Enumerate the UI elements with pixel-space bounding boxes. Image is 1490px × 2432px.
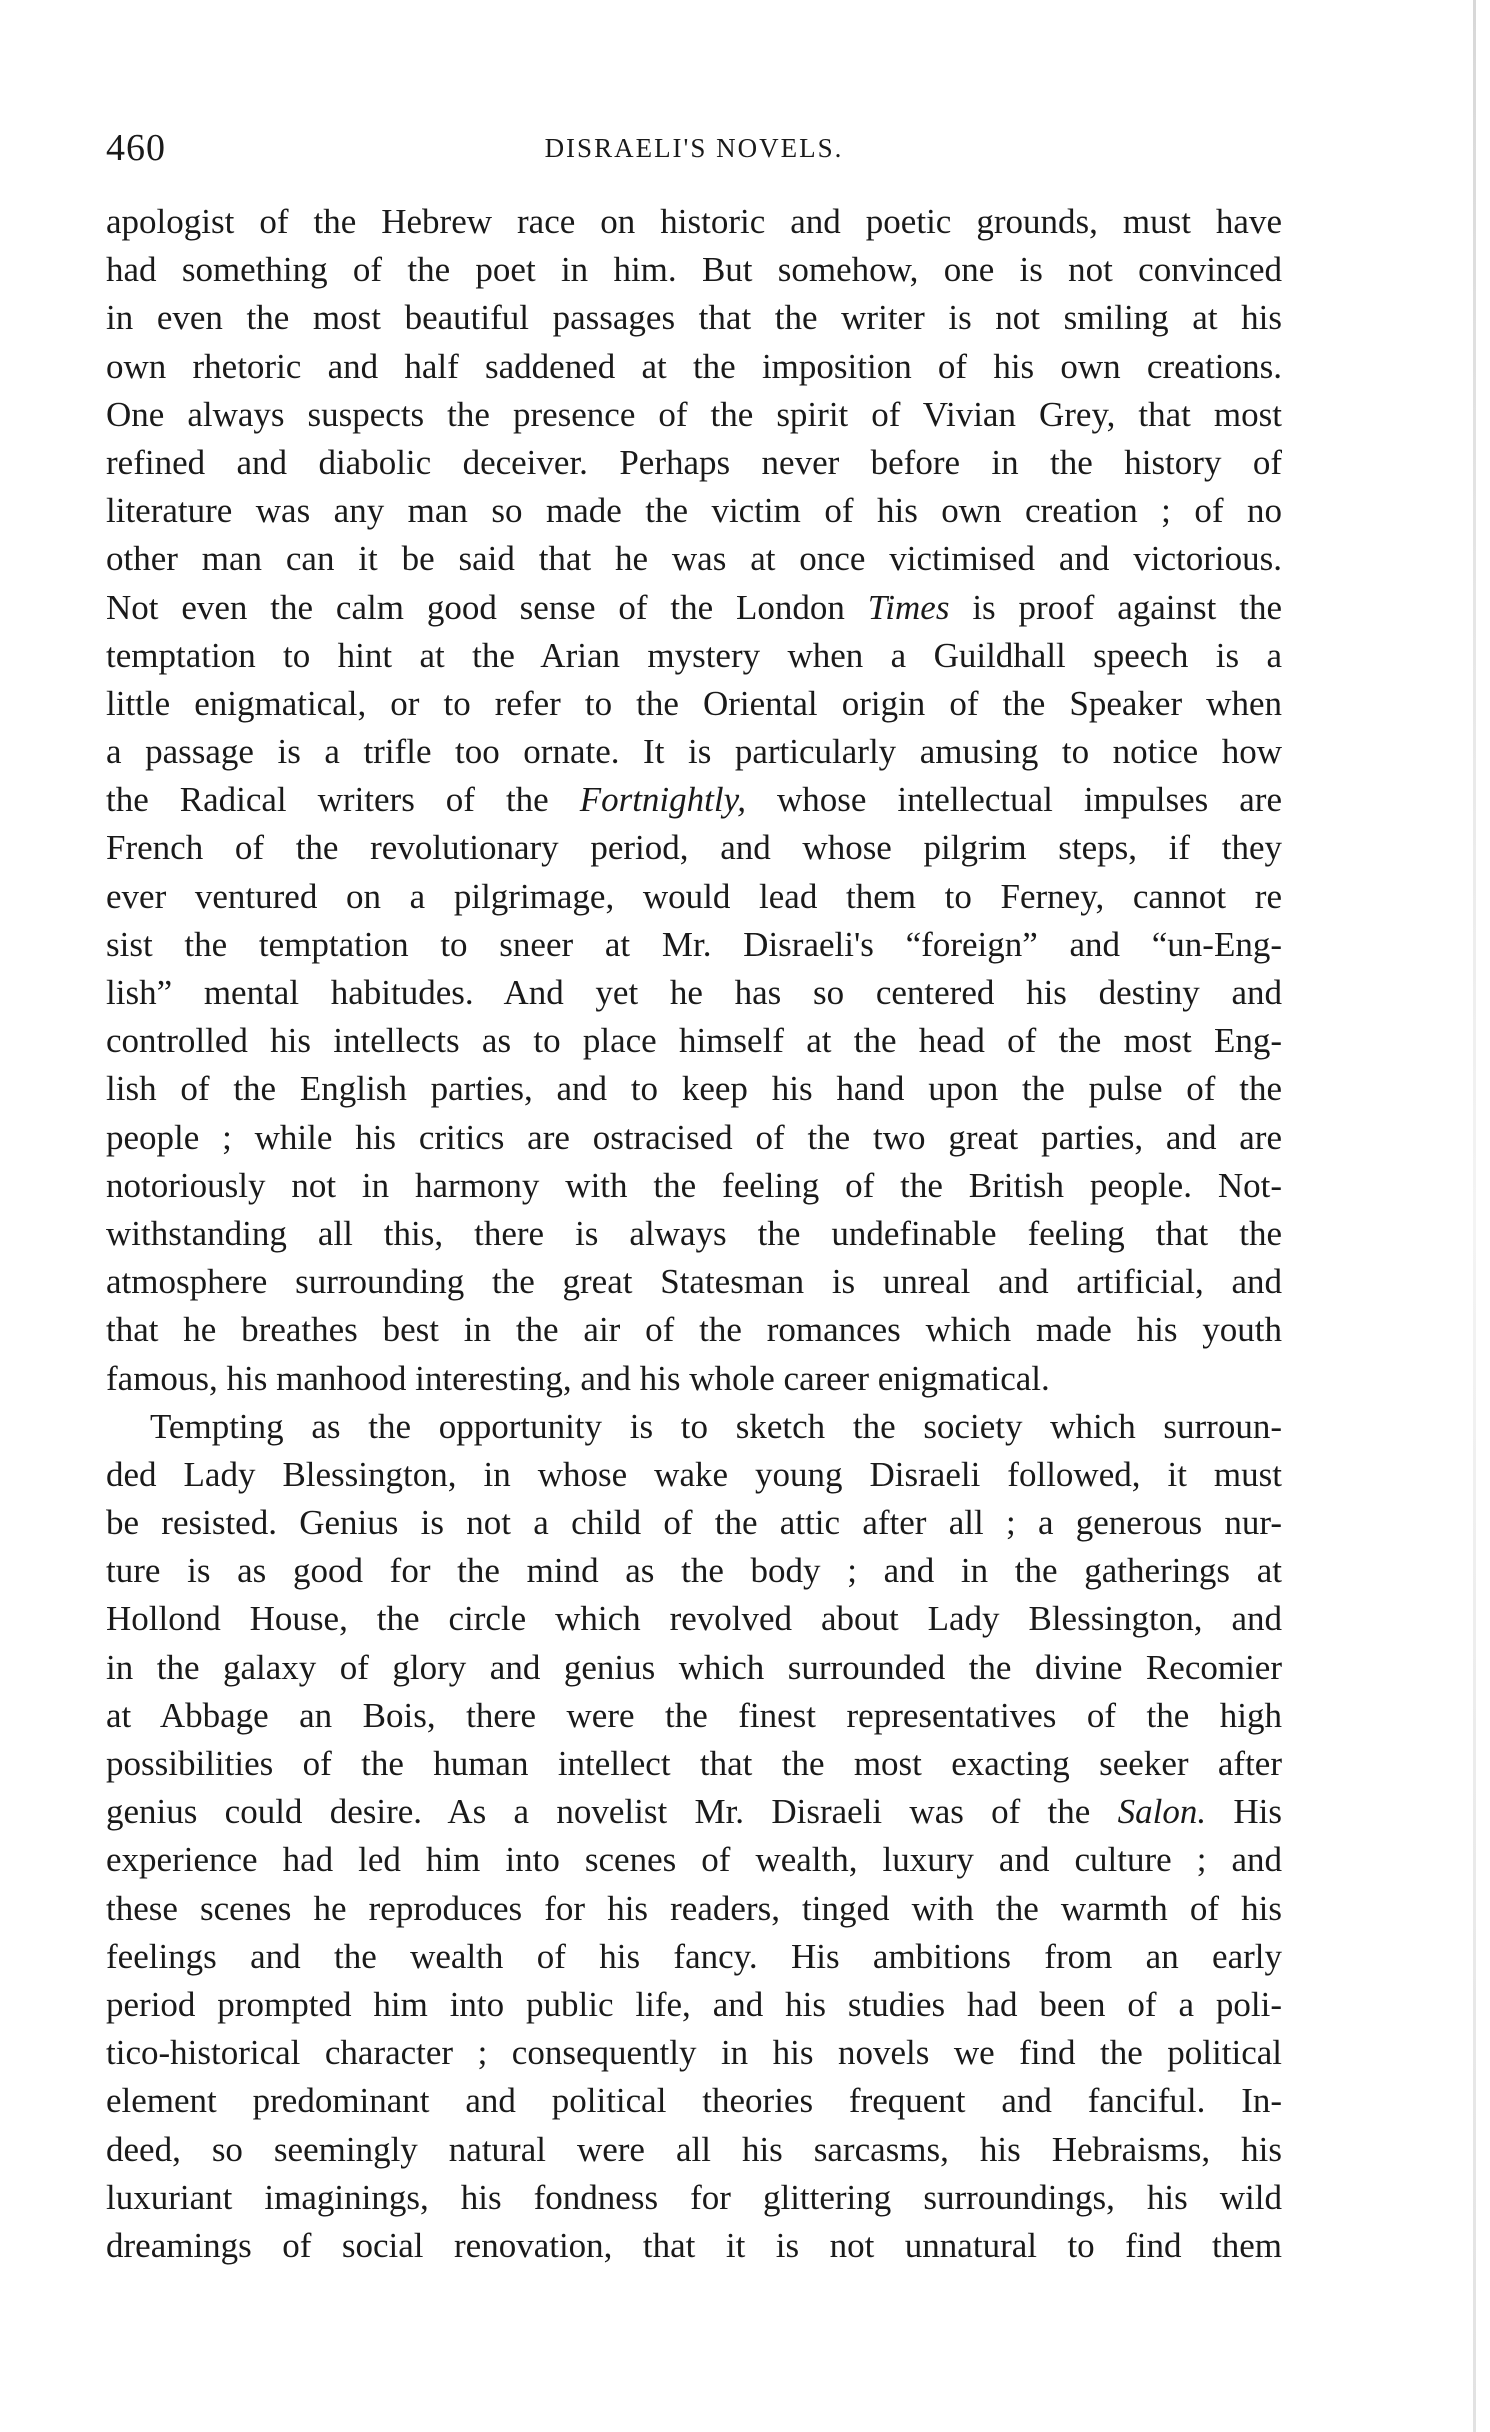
text-line <box>106 1885 1282 1933</box>
text-line <box>106 1403 1282 1451</box>
text-segment: in the galaxy of glory and genius which surrounded the divine Recomier <box>106 1647 1282 1687</box>
text-segment: ever ventured on a pilgrimage, would lead them to Ferney, cannot re <box>106 876 1282 916</box>
text-segment: feelings and the wealth of his fancy. His ambitions from an early <box>106 1936 1282 1976</box>
text-segment: temptation to hint at the Arian mystery when a Guildhall speech is a <box>106 635 1282 675</box>
text-line <box>106 1692 1282 1740</box>
text-segment: genius could desire. As a novelist Mr. Disraeli was of the <box>106 1792 1118 1832</box>
text-segment: sist the temptation to sneer at Mr. Disraeli's “foreign” and “un-Eng- <box>106 924 1282 964</box>
text-segment: Not even the calm good sense of the London <box>106 587 868 627</box>
text-segment: lish” mental habitudes. And yet he has so centered his destiny and <box>106 973 1282 1012</box>
text-line <box>106 391 1282 439</box>
text-line <box>106 1836 1282 1884</box>
text-segment: controlled his intellects as to place himself at the head of the most Eng- <box>106 1021 1282 1061</box>
text-line <box>106 2077 1282 2125</box>
text-line <box>106 1547 1282 1595</box>
text-line <box>106 1017 1282 1065</box>
text-line <box>106 680 1282 728</box>
text-line <box>106 1162 1282 1210</box>
text-segment: is proof against the <box>949 587 1282 627</box>
text-line <box>106 824 1282 872</box>
text-line <box>106 1065 1282 1113</box>
text-line <box>106 535 1282 583</box>
text-segment: at Abbage an Bois, there were the finest representatives of the high <box>106 1695 1282 1735</box>
text-line <box>106 1595 1282 1643</box>
text-line <box>106 1355 1282 1403</box>
text-line <box>106 1644 1282 1692</box>
text-line <box>106 1258 1282 1306</box>
page-edge-shadow <box>1473 0 1476 2432</box>
text-segment: that he breathes best in the air of the romances which made his youth <box>106 1310 1282 1350</box>
text-line <box>106 1306 1282 1354</box>
text-segment: whose intellectual impulses are <box>745 780 1282 820</box>
text-line <box>106 873 1282 921</box>
text-segment: ded Lady Blessington, in whose wake young Disraeli followed, it must <box>106 1454 1282 1494</box>
text-segment: the Radical writers of the <box>106 780 580 820</box>
text-line <box>106 584 1282 632</box>
page-number: 460 <box>106 127 166 169</box>
italic-text: Salon. <box>1117 1792 1207 1832</box>
text-segment: tico-historical character ; consequently in his novels we find the political <box>106 2033 1282 2073</box>
text-segment: His <box>1206 1792 1282 1832</box>
text-line <box>106 1210 1282 1258</box>
text-segment: be resisted. Genius is not a child of the attic after all ; a generous nur- <box>106 1503 1282 1543</box>
text-line <box>106 969 1282 1017</box>
running-title: DISRAELI'S NOVELS. <box>544 133 844 163</box>
text-segment: people ; while his critics are ostracised of the two great parties, and are <box>106 1117 1282 1157</box>
text-line <box>106 1981 1282 2029</box>
text-segment: possibilities of the human intellect that the most exacting seeker after <box>106 1744 1282 1783</box>
text-segment: Hollond House, the circle which revolved about Lady Blessington, and <box>106 1599 1282 1639</box>
text-line <box>106 2222 1282 2270</box>
text-line <box>106 487 1282 535</box>
text-line <box>106 1114 1282 1162</box>
text-segment: a passage is a trifle too ornate. It is particularly amusing to notice how <box>106 732 1282 772</box>
text-segment: Tempting as the opportunity is to sketch the society which surroun- <box>150 1406 1282 1446</box>
text-segment: period prompted him into public life, and his studies had been of a poli- <box>106 1984 1282 2024</box>
text-line <box>106 343 1282 391</box>
text-line <box>106 921 1282 969</box>
text-line <box>106 2029 1282 2077</box>
text-segment: ture is as good for the mind as the body ; and in the gatherings at <box>106 1551 1282 1591</box>
text-segment: had something of the poet in him. But somehow, one is not convinced <box>106 250 1282 290</box>
text-segment: these scenes he reproduces for his readers, tinged with the warmth of his <box>106 1888 1282 1928</box>
text-segment: luxuriant imaginings, his fondness for glittering surroundings, his wild <box>106 2177 1282 2217</box>
text-segment: in even the most beautiful passages that the writer is not smiling at his <box>106 298 1282 338</box>
text-segment: apologist of the Hebrew race on historic and poetic grounds, must have <box>106 202 1282 241</box>
running-head <box>106 120 1282 176</box>
text-segment: own rhetoric and half saddened at the imposition of his own creations. <box>106 346 1282 386</box>
text-line <box>106 1740 1282 1788</box>
text-segment: other man can it be said that he was at once victimised and victorious. <box>106 539 1282 579</box>
text-segment: refined and diabolic deceiver. Perhaps never before in the history of <box>106 442 1282 482</box>
text-line <box>106 294 1282 342</box>
text-segment: French of the revolutionary period, and whose pilgrim steps, if they <box>106 828 1282 868</box>
text-line <box>106 2126 1282 2174</box>
text-line <box>106 439 1282 487</box>
text-line <box>106 198 1282 246</box>
text-segment: famous, his manhood interesting, and his whole career enigmatical. <box>106 1358 1050 1398</box>
text-line <box>106 1499 1282 1547</box>
body-text <box>106 198 1282 2270</box>
italic-text: Fortnightly, <box>579 780 746 820</box>
text-segment: dreamings of social renovation, that it is not unnatural to find them <box>106 2225 1282 2265</box>
text-segment: literature was any man so made the victim of his own creation ; of no <box>106 491 1282 531</box>
text-segment: lish of the English parties, and to keep his hand upon the pulse of the <box>106 1069 1282 1109</box>
text-line <box>106 728 1282 776</box>
text-segment: One always suspects the presence of the spirit of Vivian Grey, that most <box>106 394 1282 434</box>
text-line <box>106 2174 1282 2222</box>
text-segment: element predominant and political theories frequent and fanciful. In- <box>106 2081 1282 2121</box>
text-line <box>106 776 1282 824</box>
text-line <box>106 632 1282 680</box>
text-segment: withstanding all this, there is always the undefinable feeling that the <box>106 1213 1282 1253</box>
italic-text: Times <box>867 587 950 627</box>
text-line <box>106 1933 1282 1981</box>
text-line <box>106 1788 1282 1836</box>
text-segment: experience had led him into scenes of wealth, luxury and culture ; and <box>106 1840 1282 1880</box>
text-segment: atmosphere surrounding the great Statesman is unreal and artificial, and <box>106 1262 1282 1302</box>
text-segment: little enigmatical, or to refer to the Oriental origin of the Speaker when <box>106 683 1282 723</box>
text-segment: notoriously not in harmony with the feeling of the British people. Not- <box>106 1165 1282 1205</box>
text-line <box>106 1451 1282 1499</box>
text-line <box>106 246 1282 294</box>
text-segment: deed, so seemingly natural were all his sarcasms, his Hebraisms, his <box>106 2129 1282 2169</box>
